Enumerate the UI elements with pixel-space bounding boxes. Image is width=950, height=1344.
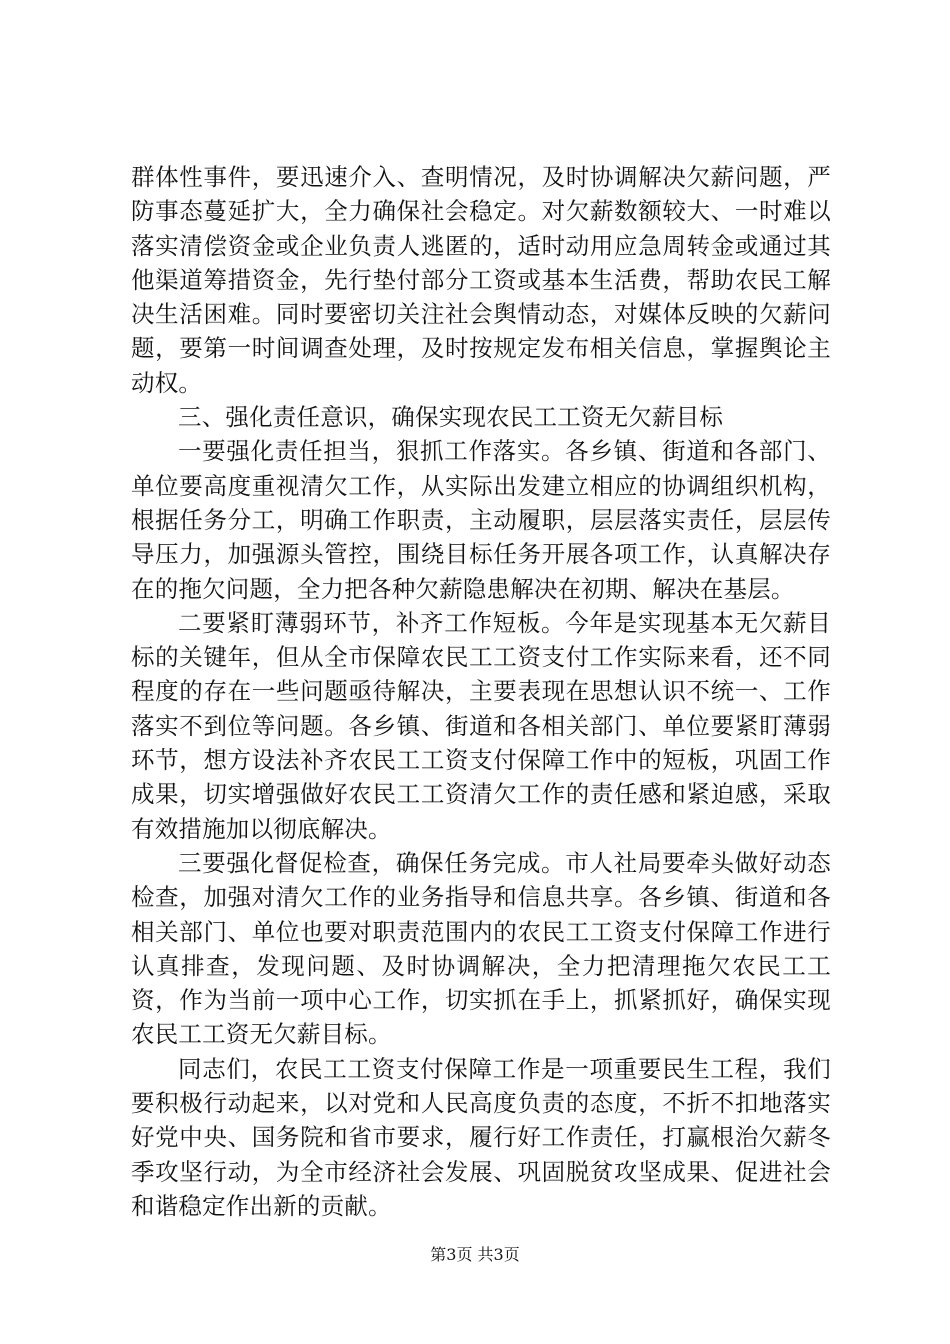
paragraph-supervision: 三要强化督促检查，确保任务完成。市人社局要牵头做好动态检查，加强对清欠工作的业务指导和信息共享。各乡镇、街道和各相关部门、单位也要对职责范围内的农民工工资支付保障工作进行认真排查，发现问题、及时协调解决，全力把清理拖欠农民工工资，作为当前一项中心工作，切实抓在手上，抓紧抓好，确保实现农民工工资无欠薪目标。 xyxy=(131,848,831,1049)
paragraph-responsibility: 一要强化责任担当，狠抓工作落实。各乡镇、街道和各部门、单位要高度重视清欠工作，从实际出发建立相应的协调组织机构，根据任务分工，明确工作职责，主动履职，层层落实责任，层层传导压力，加强源头管控，围绕目标任务开展各项工作，认真解决存在的拖欠问题，全力把各种欠薪隐患解决在初期、解决在基层。 xyxy=(131,437,831,603)
page-number-footer: 第3页 共3页 xyxy=(430,1245,520,1264)
paragraph-weak-links: 二要紧盯薄弱环节，补齐工作短板。今年是实现基本无欠薪目标的关键年，但从全市保障农民工工资支付工作实际来看，还不同程度的存在一些问题亟待解决，主要表现在思想认识不统一、工作落实不到位等问题。各乡镇、街道和各相关部门、单位要紧盯薄弱环节，想方设法补齐农民工工资支付保障工作中的短板，巩固工作成果，切实增强做好农民工工资清欠工作的责任感和紧迫感，采取有效措施加以彻底解决。 xyxy=(131,608,831,843)
paragraph-continuation: 群体性事件，要迅速介入、查明情况，及时协调解决欠薪问题，严防事态蔓延扩大，全力确保社会稳定。对欠薪数额较大、一时难以落实清偿资金或企业负责人逃匿的，适时动用应急周转金或通过其他渠道筹措资金，先行垫付部分工资或基本生活费，帮助农民工解决生活困难。同时要密切关注社会舆情动态，对媒体反映的欠薪问题，要第一时间调查处理，及时按规定发布相关信息，掌握舆论主动权。 xyxy=(131,163,831,397)
document-body xyxy=(131,160,831,1223)
section-heading: 三、强化责任意识，确保实现农民工工资无欠薪目标 xyxy=(178,403,724,432)
paragraph-closing: 同志们，农民工工资支付保障工作是一项重要民生工程，我们要积极行动起来，以对党和人民高度负责的态度，不折不扣地落实好党中央、国务院和省市要求，履行好工作责任，打赢根治欠薪冬季攻坚行动，为全市经济社会发展、巩固脱贫攻坚成果、促进社会和谐稳定作出新的贡献。 xyxy=(131,1054,831,1220)
